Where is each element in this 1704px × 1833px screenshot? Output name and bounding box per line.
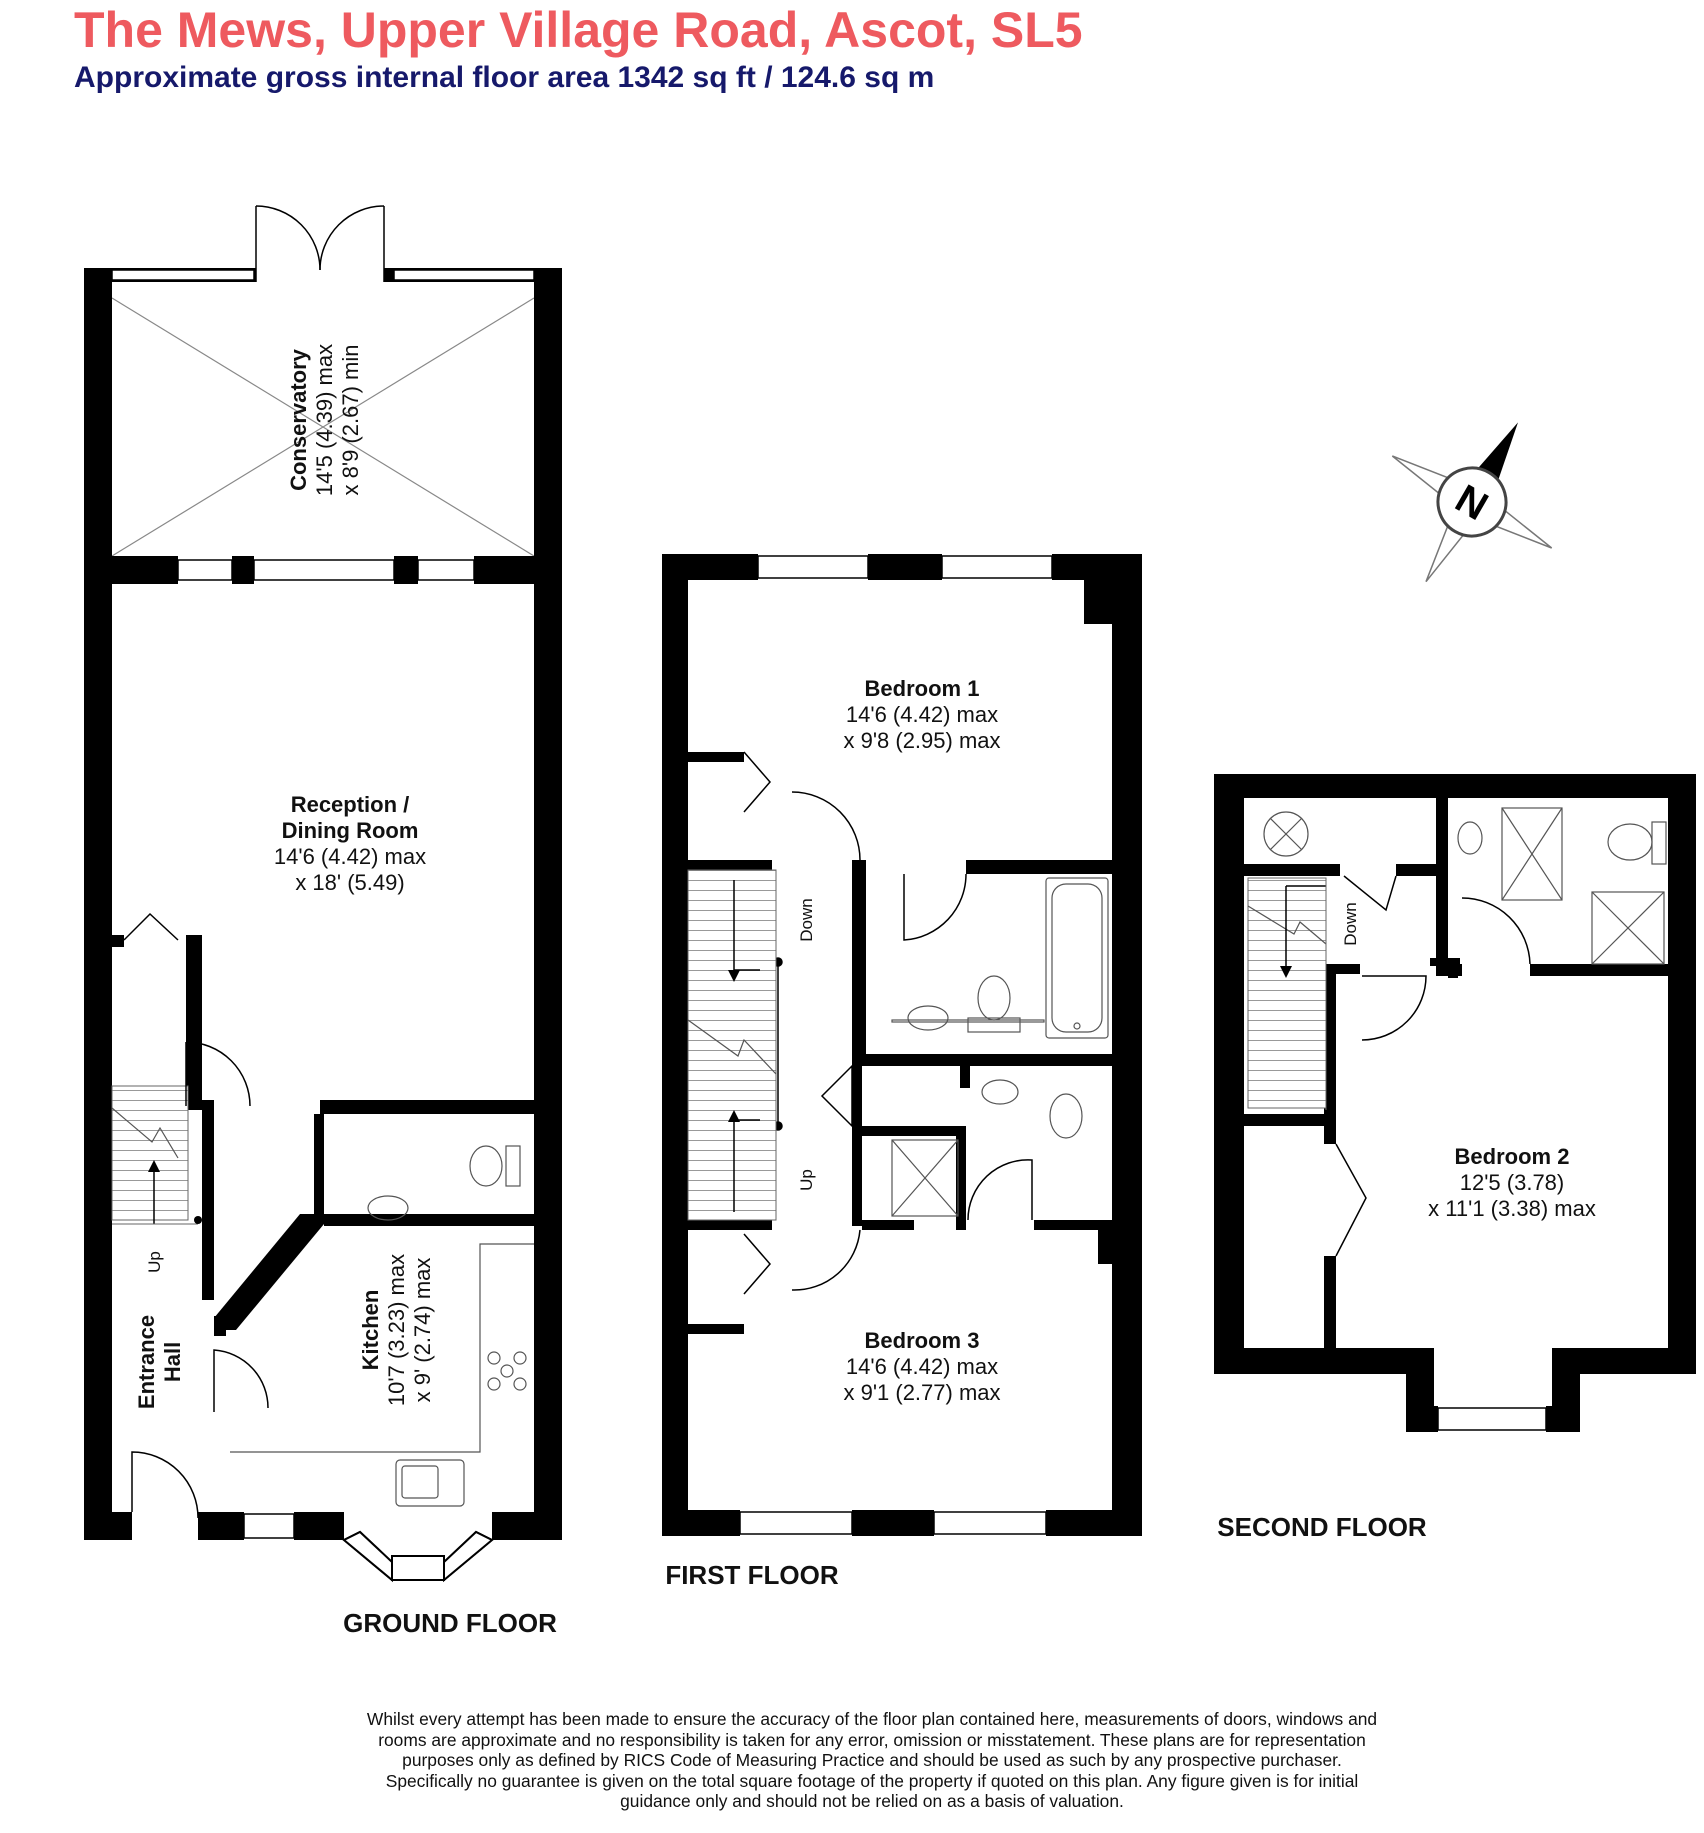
disclaimer-line: guidance only and should not be relied on as a basis of valuation. bbox=[620, 1791, 1124, 1812]
kitchen-dim-1: 10'7 (3.23) max bbox=[384, 1253, 409, 1407]
floor-area-subtitle: Approximate gross internal floor area 1342 sq ft / 124.6 sq m bbox=[74, 61, 935, 94]
second-floor-label: SECOND FLOOR bbox=[1217, 1512, 1427, 1542]
ground-wc-fittings bbox=[368, 1146, 520, 1220]
first-floor-label: FIRST FLOOR bbox=[665, 1560, 839, 1590]
kitchen-bay-window bbox=[344, 1532, 492, 1580]
first-floor-landing bbox=[744, 752, 1032, 1294]
compass-north-icon bbox=[1346, 376, 1597, 627]
reception-dim-1: 14'6 (4.42) max bbox=[273, 844, 427, 869]
bedroom-3-dim-1: 14'6 (4.42) max bbox=[845, 1354, 999, 1379]
disclaimer-line: purposes only as defined by RICS Code of Measuring Practice and should be used as such by any prospective purchaser. bbox=[402, 1750, 1342, 1771]
ground-floor-label: GROUND FLOOR bbox=[343, 1608, 557, 1638]
disclaimer-line: rooms are approximate and no responsibility is taken for any error, omission or misstatement. These plans are for representation bbox=[378, 1729, 1366, 1750]
disclaimer bbox=[320, 1709, 1424, 1812]
ground-floor-stairs bbox=[112, 1086, 202, 1224]
conservatory-french-doors bbox=[256, 206, 384, 282]
bedroom-2-dim-2: x 11'1 (3.38) max bbox=[1428, 1196, 1596, 1221]
page-title: The Mews, Upper Village Road, Ascot, SL5 bbox=[74, 2, 1083, 58]
kitchen-name: Kitchen bbox=[358, 1289, 383, 1371]
first-floor-bathroom-fittings bbox=[892, 878, 1108, 1216]
ground-stairs-up-label: Up bbox=[145, 1251, 164, 1273]
bedroom-1-name: Bedroom 1 bbox=[864, 676, 980, 701]
first-stairs-up-label: Up bbox=[797, 1169, 816, 1191]
disclaimer-line: Whilst every attempt has been made to ensure the accuracy of the floor plan contained here, measurements of doors, windows and bbox=[366, 1709, 1378, 1729]
bedroom-1-dim-1: 14'6 (4.42) max bbox=[845, 702, 999, 727]
first-floor-stairs bbox=[688, 870, 776, 1220]
conservatory-dim-1: 14'5 (4.39) max bbox=[312, 343, 337, 497]
bedroom-3-dim-2: x 9'1 (2.77) max bbox=[843, 1380, 1001, 1405]
bedroom-2-dim-1: 12'5 (3.78) bbox=[1459, 1170, 1565, 1195]
second-floor-stairs bbox=[1248, 878, 1326, 1110]
bedroom-3-name: Bedroom 3 bbox=[864, 1328, 980, 1353]
ground-floor bbox=[84, 206, 562, 1638]
disclaimer-line: Specifically no guarantee is given on the total square footage of the property if quoted on this plan. Any figure given is for initial bbox=[385, 1770, 1359, 1791]
reception-name-1: Reception / bbox=[290, 792, 410, 817]
compass-letter: N bbox=[1447, 476, 1496, 530]
reception-dim-2: x 18' (5.49) bbox=[295, 870, 405, 895]
second-floor-labels bbox=[1341, 902, 1596, 1221]
kitchen-dim-2: x 9' (2.74) max bbox=[410, 1257, 435, 1403]
conservatory-dim-2: x 8'9 (2.67) min bbox=[338, 344, 363, 496]
second-stairs-down-label: Down bbox=[1341, 902, 1360, 946]
conservatory-name: Conservatory bbox=[286, 349, 311, 491]
reception-name-2: Dining Room bbox=[281, 818, 419, 843]
second-floor-window bbox=[1438, 1408, 1546, 1430]
first-floor bbox=[662, 554, 1142, 1590]
bedroom-1-dim-2: x 9'8 (2.95) max bbox=[843, 728, 1001, 753]
first-floor-labels bbox=[797, 676, 1001, 1405]
kitchen-worktop bbox=[230, 1244, 534, 1506]
entrance-hall-name-2: Hall bbox=[160, 1341, 185, 1383]
entrance-hall-name-1: Entrance bbox=[134, 1314, 159, 1410]
second-floor bbox=[1214, 774, 1696, 1542]
first-stairs-down-label: Down bbox=[797, 898, 816, 942]
bedroom-2-name: Bedroom 2 bbox=[1454, 1144, 1570, 1169]
